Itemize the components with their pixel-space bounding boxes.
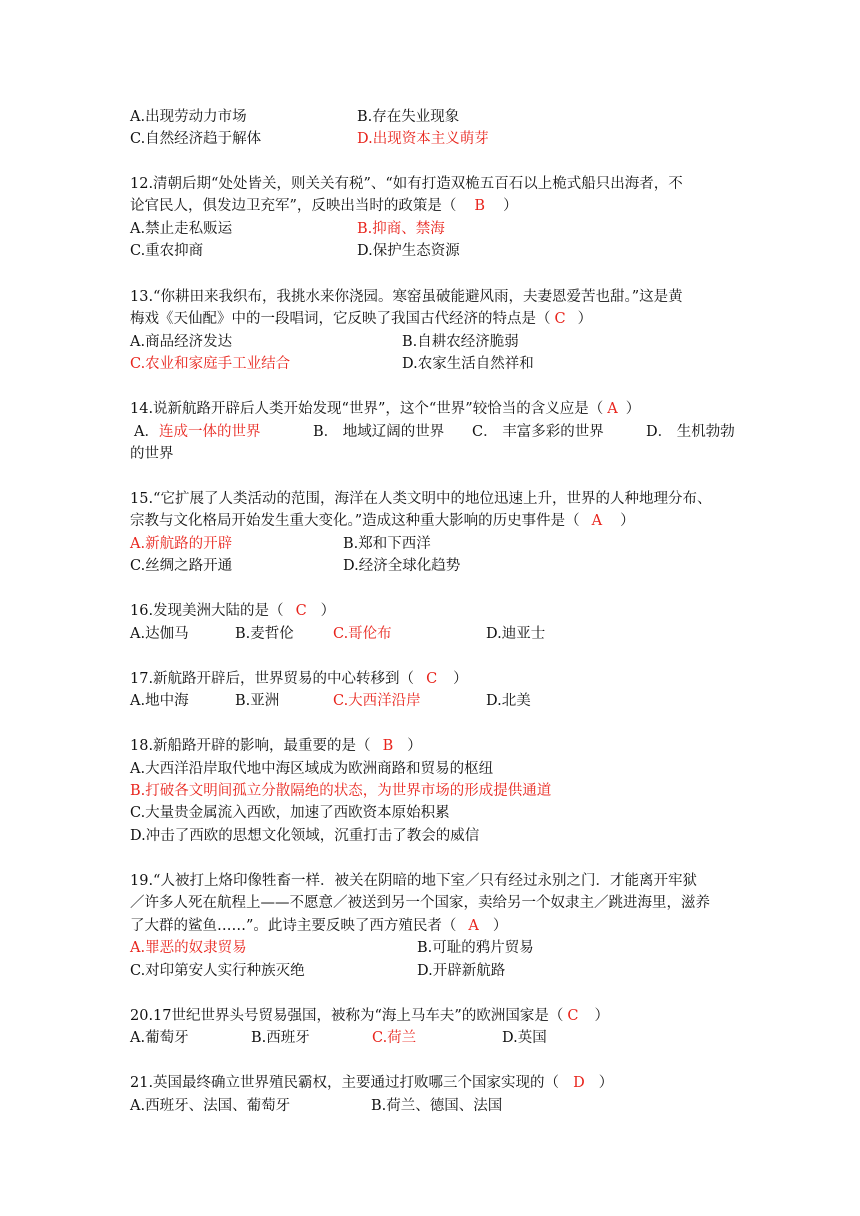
q19-option-c: C.对印第安人实行种族灭绝: [130, 963, 305, 979]
q13-option-d: D.农家生活自然祥和: [402, 356, 534, 372]
q12-stem-text: 论官民人，俱发边卫充军”，反映出当时的政策是（: [130, 198, 457, 214]
q16-option-c-correct: C.哥伦布: [333, 626, 392, 642]
q20-stem-text: 20.17世纪世界头号贸易强国，被称为“海上马车夫”的欧洲国家是（: [130, 1008, 564, 1024]
q13-option-b: B.自耕农经济脆弱: [402, 334, 519, 350]
q14-option-a-label: A．: [134, 424, 159, 440]
q19-stem-line-1: 19.“人被打上烙印像牲畜一样．被关在阴暗的地下室／只有经过永别之门．才能离开牢狱: [130, 873, 697, 889]
q12-stem-line-1: 12.清朝后期“处处皆关，则关关有税”、“如有打造双桅五百石以上桅式船只出海者，不: [130, 176, 683, 192]
q18-stem-close: ）: [407, 738, 422, 754]
q19-stem-close: ）: [492, 918, 508, 934]
q12-answer: B: [474, 198, 486, 214]
q16-answer: C: [295, 603, 307, 619]
q11-options-row-1: [130, 107, 247, 127]
q12-stem-close: ）: [503, 198, 518, 214]
q21-option-a: A.西班牙、法国、葡萄牙: [130, 1098, 291, 1114]
q19-stem-text: 了大群的鲨鱼……”。此诗主要反映了西方殖民者（: [130, 918, 457, 934]
q13-stem-text: 梅戏《天仙配》中的一段唱词，它反映了我国古代经济的特点是（: [130, 311, 551, 327]
q20-stem: [130, 1006, 609, 1026]
q19-option-b: B.可耻的鸦片贸易: [417, 940, 534, 956]
q13-answer: C: [554, 311, 566, 327]
q15-option-d: D.经济全球化趋势: [343, 558, 461, 574]
q17-stem: [130, 669, 468, 689]
q17-stem-close: ）: [453, 671, 468, 687]
q11-option-d-correct: D.出现资本主义萌芽: [357, 131, 489, 147]
q11-option-a: A.出现劳动力市场: [130, 109, 247, 125]
q16-stem: [130, 601, 335, 621]
q18-option-a: A.大西洋沿岸取代地中海区域成为欧洲商路和贸易的枢纽: [130, 761, 494, 777]
q14-answer: A: [607, 401, 618, 417]
q15-option-b: B.郑和下西洋: [343, 536, 431, 552]
q14-stem-close: ）: [625, 401, 641, 417]
q16-stem-text: 16.发现美洲大陆的是（: [130, 603, 284, 619]
q15-stem-line-2: [130, 511, 635, 531]
q17-option-d: D.北美: [486, 693, 531, 709]
q21-answer: D: [573, 1075, 585, 1091]
q15-stem-line-1: 15.“它扩展了人类活动的范围，海洋在人类文明中的地位迅速上升，世界的人种地理分布、: [130, 491, 712, 507]
q18-answer: B: [382, 738, 394, 754]
q12-stem-line-2: [130, 196, 518, 216]
q14-option-a: [134, 422, 260, 442]
q14-option-a-correct-text: 连成一体的世界: [158, 424, 261, 440]
q20-option-d: D.英国: [502, 1030, 547, 1046]
q19-answer: A: [468, 918, 479, 934]
q20-option-a: A.葡萄牙: [130, 1030, 189, 1046]
q13-stem-line-1: 13.“你耕田来我织布，我挑水来你浇园。寒窑虽破能避风雨，夫妻恩爱苦也甜。”这是黄: [130, 289, 683, 305]
q18-stem-text: 18.新船路开辟的影响，最重要的是（: [130, 738, 371, 754]
q16-option-d: D.迪亚士: [486, 626, 546, 642]
q17-stem-text: 17.新航路开辟后，世界贸易的中心转移到（: [130, 671, 415, 687]
q21-stem-close: ）: [598, 1075, 614, 1091]
q19-option-a-correct: A.罪恶的奴隶贸易: [130, 940, 247, 956]
q19-option-d: D.开辟新航路: [417, 963, 506, 979]
q18-option-b-correct: B.打破各文明间孤立分散隔绝的状态，为世界市场的形成提供通道: [130, 783, 552, 799]
q14-option-d: D． 生机勃勃: [646, 424, 735, 440]
q15-stem-close: ）: [620, 513, 635, 529]
q12-option-b-correct: B.抑商、禁海: [357, 221, 445, 237]
q17-option-a: A.地中海: [130, 693, 189, 709]
q14-stem-text: 14.说新航路开辟后人类开始发现“世界”，这个“世界”较恰当的含义应是（: [130, 401, 604, 417]
q17-answer: C: [426, 671, 438, 687]
q15-answer: A: [591, 513, 603, 529]
q12-option-a: A.禁止走私贩运: [130, 221, 233, 237]
q16-stem-close: ）: [320, 603, 336, 619]
q16-option-b: B.麦哲伦: [235, 626, 294, 642]
q13-stem-line-2: [130, 309, 592, 329]
q14-option-d-continued: 的世界: [130, 446, 174, 462]
q15-option-a-correct: A.新航路的开辟: [130, 536, 233, 552]
q21-option-b: B.荷兰、德国、法国: [371, 1098, 503, 1114]
q18-option-d: D.冲击了西欧的思想文化领域，沉重打击了教会的威信: [130, 828, 480, 844]
q14-stem: [130, 399, 640, 419]
q21-stem-text: 21.英国最终确立世界殖民霸权，主要通过打败哪三个国家实现的（: [130, 1075, 560, 1091]
q17-option-c-correct: C.大西洋沿岸: [333, 693, 421, 709]
q20-stem-close: ）: [594, 1008, 609, 1024]
q20-option-c-correct: C.荷兰: [372, 1030, 417, 1046]
q18-option-c: C.大量贵金属流入西欧，加速了西欧资本原始积累: [130, 805, 450, 821]
q16-option-a: A.达伽马: [130, 626, 189, 642]
q13-stem-close: ）: [577, 311, 593, 327]
q11-option-b: B.存在失业现象: [357, 109, 460, 125]
q14-option-b: B． 地域辽阔的世界: [313, 424, 445, 440]
q13-option-c-correct: C.农业和家庭手工业结合: [130, 356, 291, 372]
q21-stem: [130, 1073, 613, 1093]
q19-stem-line-3: [130, 916, 507, 936]
q20-option-b: B.西班牙: [251, 1030, 310, 1046]
q12-option-d: D.保护生态资源: [357, 243, 460, 259]
q12-option-c: C.重农抑商: [130, 243, 204, 259]
q20-answer: C: [567, 1008, 579, 1024]
q15-option-c: C.丝绸之路开通: [130, 558, 233, 574]
q19-stem-line-2: ／许多人死在航程上——不愿意／被送到另一个国家，卖给另一个奴隶主／跳进海里，滋养: [130, 895, 710, 911]
q11-option-c: C.自然经济趋于解体: [130, 131, 262, 147]
q17-option-b: B.亚洲: [235, 693, 280, 709]
q18-stem: [130, 736, 422, 756]
q15-stem-text: 宗教与文化格局开始发生重大变化。”造成这种重大影响的历史事件是（: [130, 513, 580, 529]
q14-option-c: C． 丰富多彩的世界: [472, 424, 604, 440]
q13-option-a: A.商品经济发达: [130, 334, 233, 350]
